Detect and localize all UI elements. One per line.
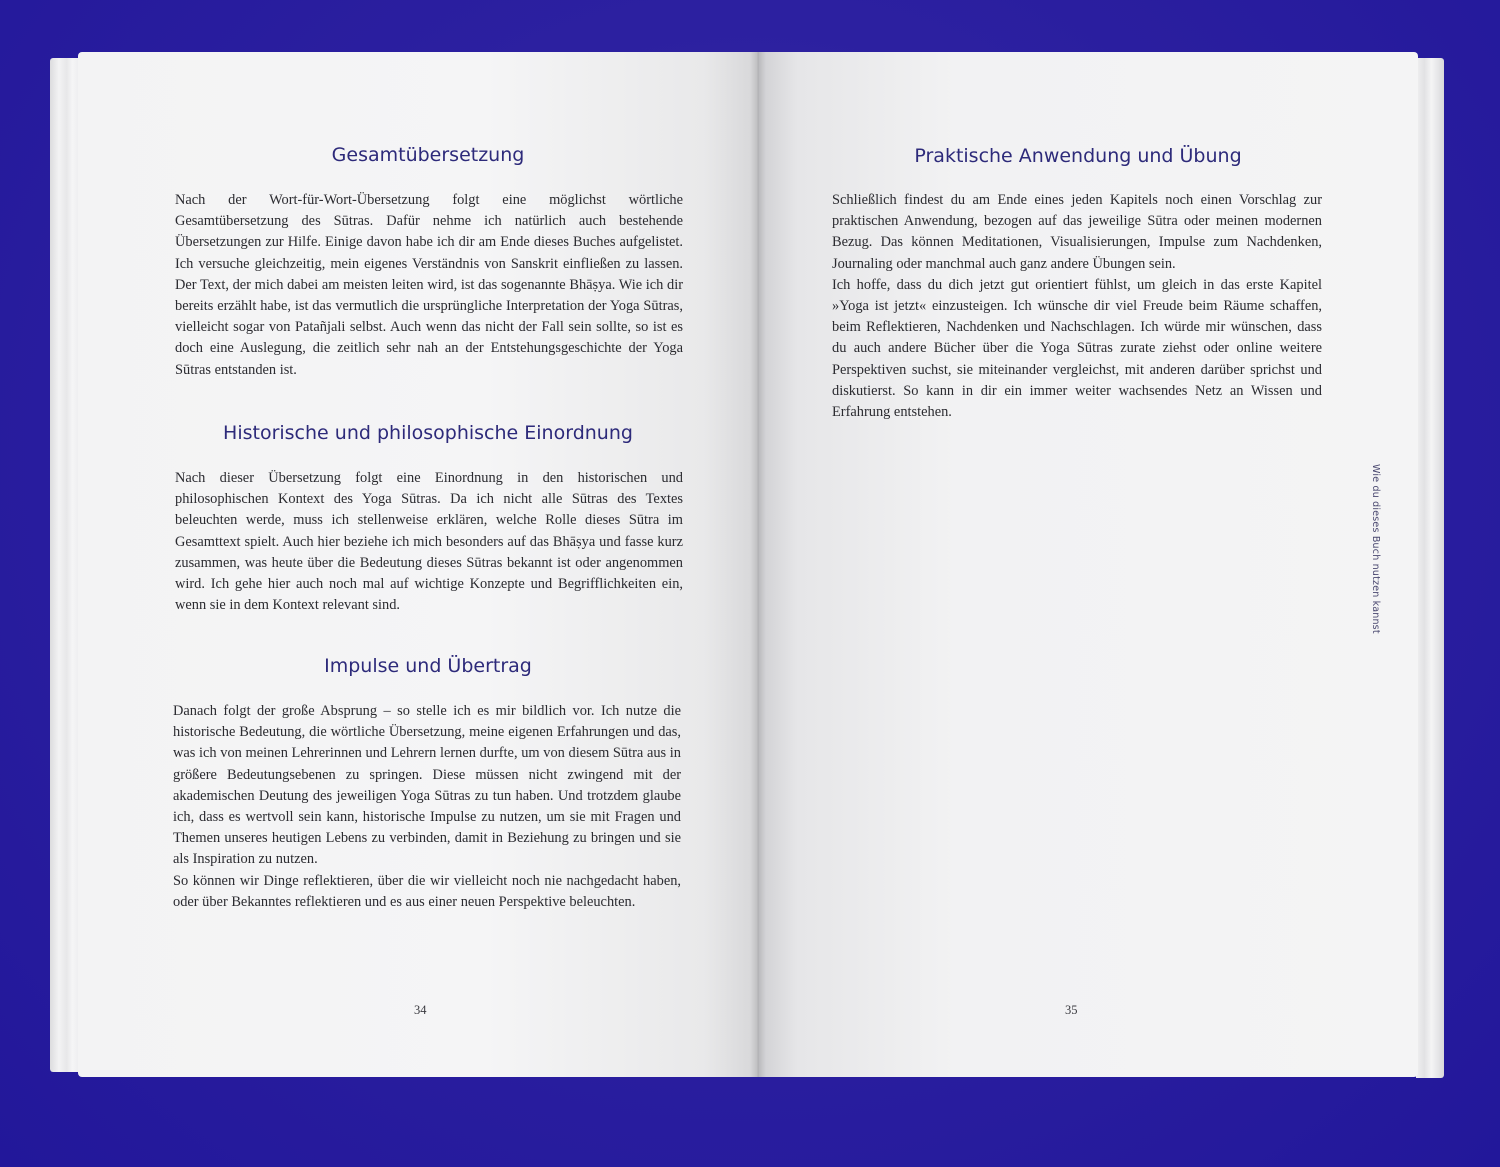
- paragraph: Schließlich findest du am Ende eines jeden Kapitels noch einen Vorschlag zur praktischen Anwendung, bezogen auf das jeweilige Sūtra oder meinen modernen Bezug. Das können Meditationen, Visualisierungen, Impulse zum Nachdenken, Journaling oder manchmal auch ganz andere Übungen sein.: [832, 192, 1322, 272]
- paragraph: So können wir Dinge reflektieren, über die wir vielleicht noch nie nachgedacht haben, oder über Bekanntes reflektieren und es aus einer neuen Perspektive beleuchten.: [173, 872, 681, 910]
- paragraph: Nach der Wort-für-Wort-Übersetzung folgt eine möglichst wörtliche Gesamtübersetzung des Sūtras. Dafür nehme ich natürlich auch bestehende Übersetzungen zur Hilfe. Einige davon habe ich dir am Ende dieses Buches aufgelistet. Ich versuche gleichzeitig, mein eigenes Verständnis von Sanskrit einfließen zu lassen. Der Text, der mich dabei am meisten leiten wird, ist das sogenannte Bhāṣya. Wie ich dir bereits erzählt habe, ist das vermutlich die ursprüngliche Interpretation der Yoga Sūtras, vielleicht sogar von Patañjali selbst. Auch wenn das nicht der Fall sein sollte, so ist es doch eine Auslegung, die zeitlich sehr nah an der Entstehungsgeschichte der Yoga Sūtras entstanden ist.: [175, 192, 683, 378]
- left-page-edge: [50, 58, 80, 1072]
- right-page: [758, 52, 1418, 1077]
- section-heading: Impulse und Übertrag: [324, 655, 532, 677]
- section-text: [175, 468, 683, 616]
- section-text: [832, 190, 1322, 423]
- left-page: [78, 52, 758, 1077]
- page-number: 35: [1065, 1003, 1078, 1017]
- paragraph: Ich hoffe, dass du dich jetzt gut orientiert fühlst, um gleich in das erste Kapitel »Yoga ist jetzt« einzusteigen. Ich wünsche dir viel Freude beim Räume schaffen, beim Reflektieren, Nachdenken und Nachschlagen. Ich würde mir wünschen, dass du auch andere Bücher über die Yoga Sūtras zurate ziehst oder online weitere Perspektiven suchst, sie miteinander vergleichst, mit anderen darüber sprichst und diskutierst. So kann in dir ein immer weiter wachsendes Netz an Wissen und Erfahrung entstehen.: [832, 276, 1322, 421]
- paragraph: Danach folgt der große Absprung – so stelle ich es mir bildlich vor. Ich nutze die historische Bedeutung, die wörtliche Übersetzung, meine eigenen Erfahrungen und das, was ich von meinen Lehrerinnen und Lehrern lernen durfte, um von diesem Sūtra aus in größere Bedeutungsebenen zu springen. Diese müssen nicht zwingend mit der akademischen Deutung des jeweiligen Yoga Sūtras zu tun haben. Und trotzdem glaube ich, dass es wertvoll sein kann, historische Impulse zu nutzen, um sie mit Fragen und Themen unseres heutigen Lebens zu verbinden, damit in Beziehung zu bringen und sie als Inspiration zu nutzen.: [173, 703, 681, 868]
- running-head: Wie du dieses Buch nutzen kannst: [1370, 464, 1381, 634]
- right-page-edge: [1416, 58, 1444, 1078]
- paragraph: Nach dieser Übersetzung folgt eine Einordnung in den historischen und philosophischen Kontext des Yoga Sūtras. Da ich nicht alle Sūtras des Textes beleuchten werde, muss ich stellenweise erklären, welche Rolle dieses Sūtra im Gesamttext spielt. Auch hier beziehe ich mich besonders auf das Bhāṣya und fasse kurz zusammen, was heute über die Bedeutung dieses Sūtras bekannt ist oder angenommen wird. Ich gehe hier auch noch mal auf wichtige Konzepte und Begrifflichkeiten ein, wenn sie in dem Kontext relevant sind.: [175, 470, 683, 614]
- page-number: 34: [414, 1003, 427, 1017]
- section-text: [175, 190, 683, 381]
- section-heading: Historische und philosophische Einordnung: [223, 422, 633, 444]
- section-heading: Gesamtübersetzung: [331, 144, 525, 166]
- section-text: [173, 701, 681, 913]
- section-heading: Praktische Anwendung und Übung: [914, 145, 1242, 167]
- book-gutter: [750, 52, 766, 1077]
